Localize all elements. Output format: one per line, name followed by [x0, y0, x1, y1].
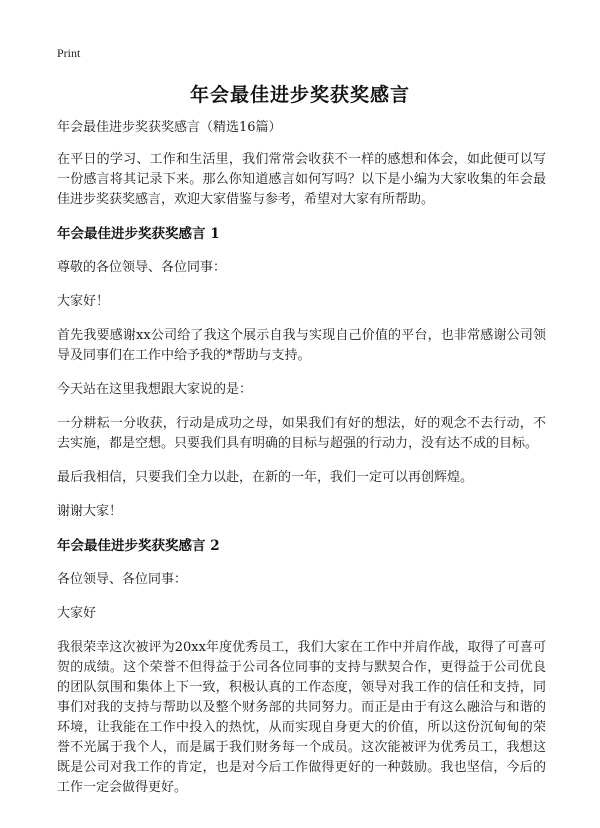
document-subtitle: 年会最佳进步奖获奖感言（精选16篇） [57, 120, 282, 135]
intro-paragraph: 在平日的学习、工作和生活里，我们常常会收获不一样的感想和体会，如此便可以写一份感言将其记录下来。那么你知道感言如何写吗？以下是小编为大家收集的年会最佳进步奖获奖感言，欢迎大家借鉴与参考，希望对大家有所帮助。 [57, 152, 546, 207]
section-1-paragraph: 最后我相信，只要我们全力以赴，在新的一年，我们一定可以再创辉煌。 [57, 470, 474, 485]
section-2-paragraph: 各位领导、各位同事： [57, 572, 188, 587]
section-1-paragraph: 大家好！ [57, 294, 110, 309]
section-2-paragraph: 大家好 [57, 606, 97, 621]
page-title: 年会最佳进步奖获奖感言 [189, 84, 410, 106]
section-1-paragraph: 谢谢大家！ [57, 504, 123, 519]
print-label[interactable]: Print [57, 46, 81, 60]
section-2-paragraph: 我很荣幸这次被评为20xx年度优秀员工，我们大家在工作中并肩作战，取得了可喜可贺的成绩。这个荣誉不但得益于公司各位同事的支持与默契合作，更得益于公司优良的团队氛围和集体上下一致，积极认真的工作态度，领导对我工作的信任和支持，同事们对我的支持与帮助以及整个财务部的共同努力。而正是由于有这么融洽与和谐的环境，让我能在工作中投入的热忱，从而实现自身更大的价值，所以这份沉甸甸的荣誉不光属于我个人，而是属于我们财务每一个成员。这次能被评为优秀员工，我想这既是公司对我工作的肯定，也是对今后工作做得更好的一种鼓励。我也坚信，今后的工作一定会做得更好。 [57, 640, 546, 795]
section-1-paragraph: 今天站在这里我想跟大家说的是： [57, 382, 253, 397]
section-1-paragraph: 首先我要感谢xx公司给了我这个展示自我与实现自己价值的平台，也非常感谢公司领导及同事们在工作中给予我的*帮助与支持。 [57, 328, 546, 363]
section-heading-2: 年会最佳进步奖获奖感言 2 [57, 538, 220, 554]
section-1-paragraph: 一分耕耘一分收获，行动是成功之母，如果我们有好的想法，好的观念不去行动，不去实施，都是空想。只要我们具有明确的目标与超强的行动力，没有达不成的目标。 [57, 416, 546, 451]
section-1-paragraph: 尊敬的各位领导、各位同事： [57, 260, 227, 275]
document-body [57, 118, 546, 812]
section-heading-1: 年会最佳进步奖获奖感言 1 [57, 226, 220, 242]
